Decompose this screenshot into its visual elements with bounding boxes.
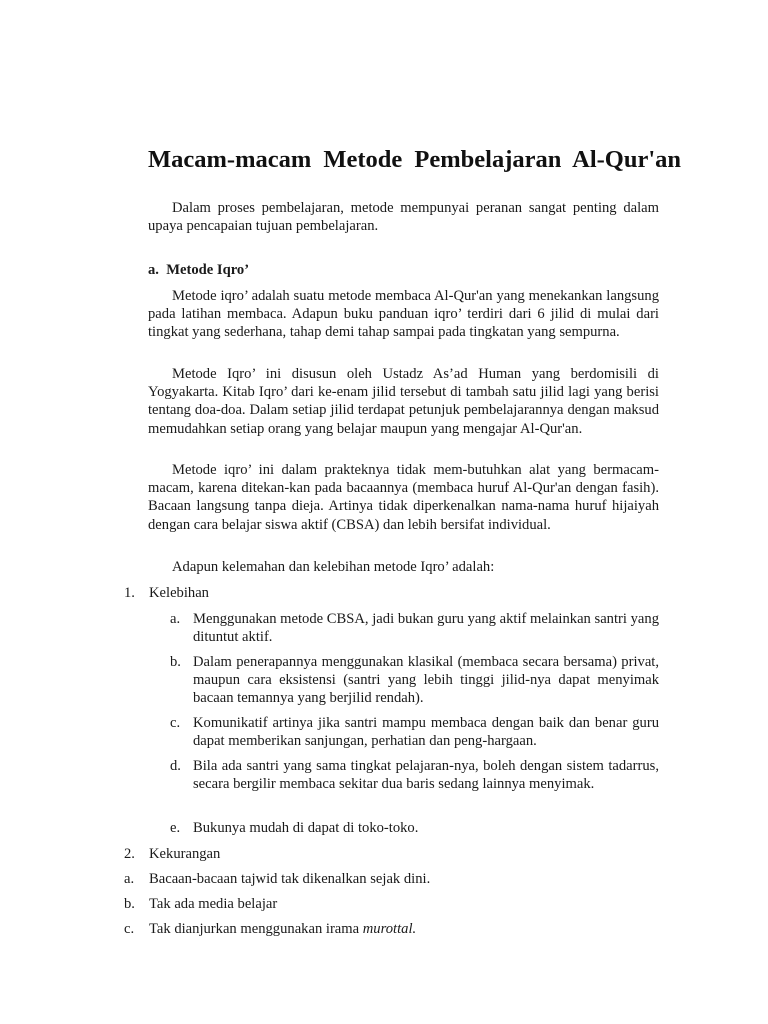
kelebihan-item-d: Bila ada santri yang sama tingkat pelajaran-nya, boleh dengan sistem tadarrus, secara bergilir membaca sekitar dua baris sedang lainnya menyimak. (193, 758, 659, 793)
kelebihan-marker-c: c. (170, 715, 181, 731)
section-heading-text: Metode Iqro’ (166, 262, 250, 278)
kelebihan-item-c: Komunikatif artinya jika santri mampu membaca dengan baik dan benar guru dapat memberikan sanjungan, perhatian dan peng-hargaan. (193, 715, 659, 750)
kelebihan-marker-d: d. (170, 758, 181, 774)
kelebihan-marker-b: b. (170, 654, 181, 670)
kekurangan-number: 2. (124, 846, 135, 862)
kelebihan-marker-e: e. (170, 820, 181, 836)
section-marker: a. (148, 262, 159, 278)
kelebihan-number: 1. (124, 585, 135, 601)
kekurangan-marker-b: b. (124, 896, 135, 912)
kelebihan-label: Kelebihan (149, 585, 209, 601)
kelebihan-item-e: Bukunya mudah di dapat di toko-toko. (193, 820, 419, 836)
kekurangan-item-c (149, 920, 659, 938)
paragraph-1: Metode iqro’ adalah suatu metode membaca Al-Qur'an yang menekankan langsung pada latihan membaca. Adapun buku panduan iqro’ terdiri dari 6 jilid di mulai dari tingkat yang sederhana, tahap demi tahap sampai pada tingkatan yang sempurna. (148, 288, 659, 341)
document-title: Macam-macam Metode Pembelajaran Al-Qur'an (148, 146, 682, 173)
intro-paragraph: Dalam proses pembelajaran, metode mempunyai peranan sangat penting dalam upaya pencapaian tujuan pembelajaran. (148, 200, 659, 235)
kekurangan-item-b: Tak ada media belajar (149, 896, 278, 912)
paragraph-3: Metode iqro’ ini dalam prakteknya tidak mem-butuhkan alat yang bermacam-macam, karena ditekan-kan pada bacaannya (membaca huruf Al-Qur'an dengan fasih). Bacaan langsung tanpa dieja. Artinya tidak diperkenalkan nama-nama huruf hijaiyah dengan cara belajar siswa aktif (CBSA) dan lebih bersifat individual. (148, 462, 659, 533)
kekurangan-item-a: Bacaan-bacaan tajwid tak dikenalkan sejak dini. (149, 871, 431, 887)
kekurangan-marker-a: a. (124, 871, 135, 887)
kelebihan-item-a: Menggunakan metode CBSA, jadi bukan guru yang aktif melainkan santri yang dituntut aktif. (193, 611, 659, 646)
kekurangan-item-c-emphasis: murottal. (362, 921, 417, 937)
kekurangan-item-c-text: Tak dianjurkan menggunakan irama (149, 921, 360, 937)
paragraph-4: Adapun kelemahan dan kelebihan metode Iqro’ adalah: (172, 559, 495, 575)
kelebihan-marker-a: a. (170, 611, 181, 627)
kekurangan-label: Kekurangan (149, 846, 221, 862)
kelebihan-item-b: Dalam penerapannya menggunakan klasikal (membaca secara bersama) privat, maupun cara eksistensi (santri yang lebih tinggi jilid-nya dapat menyimak bacaan temannya yang berjilid rendah). (193, 654, 659, 707)
kekurangan-marker-c: c. (124, 921, 135, 937)
paragraph-2: Metode Iqro’ ini disusun oleh Ustadz As’ad Human yang berdomisili di Yogyakarta. Kitab Iqro’ dari ke-enam jilid tersebut di tambah satu jilid lagi yang berisi tentang doa-doa. Dalam setiap jilid terdapat petunjuk pembelajarannya dengan maksud memudahkan setiap orang yang belajar maupun yang mengajar Al-Qur'an. (148, 366, 659, 437)
section-heading (148, 261, 659, 279)
